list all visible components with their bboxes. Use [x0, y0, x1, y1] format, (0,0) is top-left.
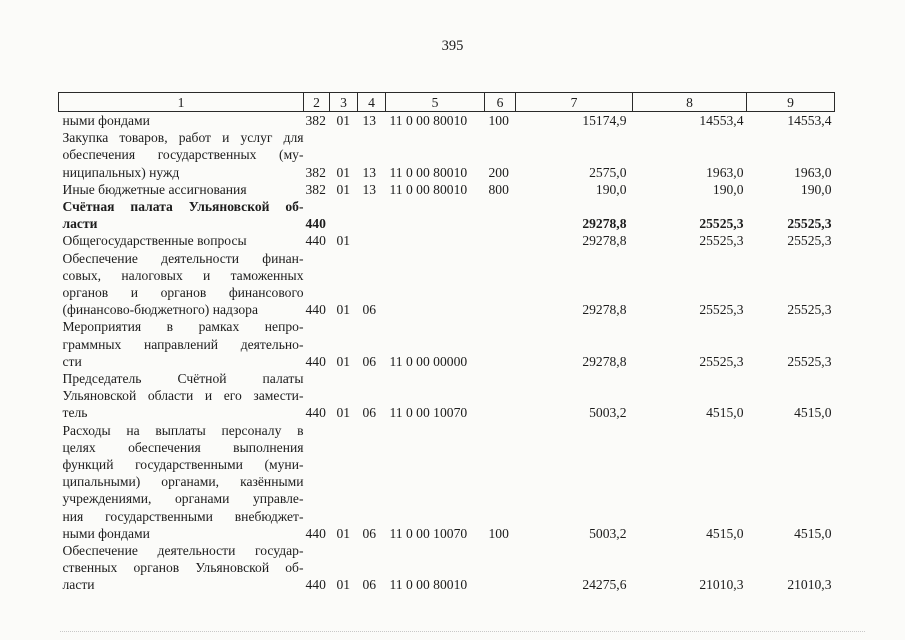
- row-description: [59, 129, 304, 181]
- admin-code: 382: [305, 113, 326, 128]
- description-line: Обеспечение деятельности финан-: [62, 250, 304, 266]
- description-line: сти: [62, 353, 82, 369]
- description-line: Расходы на выплаты персоналу в: [62, 422, 304, 438]
- column-header-4: 4: [358, 93, 386, 112]
- page-number: 395: [441, 38, 464, 54]
- amount-col-8: 190,0: [712, 181, 744, 197]
- row-description: [59, 250, 304, 319]
- admin-code: 440: [305, 525, 326, 541]
- table-row: [59, 422, 835, 542]
- expense-type-code: 200: [488, 164, 509, 180]
- subsection-code: 06: [362, 405, 377, 421]
- subsection-code: 06: [362, 302, 377, 318]
- admin-code: 382: [305, 164, 326, 180]
- expense-type-code: 100: [488, 113, 509, 128]
- section-code: 01: [336, 302, 351, 318]
- amount-col-7: 29278,8: [582, 216, 627, 232]
- amount-col-9: 14553,4: [787, 113, 832, 128]
- amount-col-9: 25525,3: [787, 233, 832, 249]
- description-line: ными фондами: [62, 525, 150, 541]
- row-description: [59, 370, 304, 422]
- table-row: [59, 181, 835, 198]
- admin-code: 440: [305, 353, 326, 369]
- row-description: [59, 318, 304, 370]
- target-article-code: 11 0 00 00000: [389, 353, 468, 369]
- row-description: [59, 198, 304, 232]
- description-line: ласти: [62, 216, 98, 232]
- amount-col-9: 25525,3: [787, 353, 832, 369]
- row-description: [59, 542, 304, 594]
- section-code: 01: [336, 525, 351, 541]
- table-row: [59, 232, 835, 249]
- section-code: [330, 198, 358, 232]
- target-article-code: 11 0 00 80010: [389, 181, 468, 197]
- column-header-9: 9: [747, 93, 835, 112]
- description-line: обеспечения государственных (му-: [62, 147, 304, 163]
- table-row: [59, 112, 835, 130]
- expense-type-code: [485, 250, 516, 319]
- amount-col-8: 4515,0: [706, 525, 744, 541]
- table-row: [59, 198, 835, 232]
- subsection-code: [358, 198, 386, 232]
- section-code: 01: [336, 577, 351, 593]
- admin-code: 440: [305, 302, 326, 318]
- expense-type-code: [485, 232, 516, 249]
- description-line: Общегосударственные вопросы: [62, 233, 247, 249]
- description-line: функций государственными (муни-: [62, 457, 304, 473]
- description-line: Председатель Счётной палаты: [62, 371, 304, 387]
- description-line: ласти: [62, 577, 95, 593]
- section-code: 01: [336, 353, 351, 369]
- column-header-2: 2: [304, 93, 330, 112]
- table-body: [59, 112, 835, 594]
- subsection-code: 13: [362, 113, 377, 128]
- amount-col-7: 15174,9: [582, 113, 627, 128]
- amount-col-8: 25525,3: [699, 233, 744, 249]
- amount-col-7: 24275,6: [582, 577, 627, 593]
- column-header-6: 6: [485, 93, 516, 112]
- amount-col-9: 190,0: [800, 181, 832, 197]
- subsection-code: 13: [362, 181, 377, 197]
- expense-type-code: [485, 318, 516, 370]
- description-line: ниципальных) нужд: [62, 164, 180, 180]
- section-code: 01: [336, 405, 351, 421]
- description-line: (финансово-бюджетного) надзора: [62, 302, 258, 318]
- amount-col-7: 5003,2: [589, 405, 627, 421]
- description-line: ными фондами: [62, 113, 150, 128]
- section-code: 01: [336, 113, 351, 128]
- amount-col-7: 29278,8: [582, 233, 627, 249]
- description-line: Иные бюджетные ассигнования: [62, 181, 247, 197]
- column-header-row: [59, 93, 835, 112]
- row-description: [59, 112, 304, 130]
- expense-type-code: 100: [488, 525, 509, 541]
- column-header-1: 1: [59, 93, 304, 112]
- amount-col-8: 14553,4: [699, 113, 744, 128]
- budget-table: [58, 92, 835, 594]
- amount-col-8: 25525,3: [699, 353, 744, 369]
- target-article-code: [386, 198, 485, 232]
- target-article-code: 11 0 00 10070: [389, 405, 468, 421]
- target-article-code: [386, 250, 485, 319]
- section-code: 01: [336, 164, 351, 180]
- admin-code: 440: [305, 216, 326, 232]
- amount-col-9: 21010,3: [787, 577, 832, 593]
- amount-col-7: 29278,8: [582, 353, 627, 369]
- amount-col-8: 4515,0: [706, 405, 744, 421]
- admin-code: 440: [305, 405, 326, 421]
- description-line: Обеспечение деятельности государ-: [62, 543, 304, 559]
- description-line: Закупка товаров, работ и услуг для: [62, 130, 304, 146]
- admin-code: 440: [305, 233, 326, 249]
- description-line: ственных органов Ульяновской об-: [62, 560, 304, 576]
- row-description: [59, 422, 304, 542]
- description-line: Счётная палата Ульяновской об-: [62, 199, 304, 215]
- row-description: [59, 181, 304, 198]
- amount-col-7: 5003,2: [589, 525, 627, 541]
- row-description: [59, 232, 304, 249]
- amount-col-9: 25525,3: [787, 302, 832, 318]
- section-code: 01: [336, 181, 351, 197]
- table-row: [59, 542, 835, 594]
- expense-type-code: 800: [488, 181, 509, 197]
- description-line: целях обеспечения выполнения: [62, 439, 304, 455]
- amount-col-9: 25525,3: [787, 216, 832, 232]
- description-line: органов и органов финансового: [62, 285, 304, 301]
- target-article-code: 11 0 00 10070: [389, 525, 468, 541]
- admin-code: 440: [305, 577, 326, 593]
- target-article-code: 11 0 00 80010: [389, 577, 468, 593]
- amount-col-9: 4515,0: [794, 405, 832, 421]
- expense-type-code: [485, 542, 516, 594]
- section-code: 01: [336, 233, 351, 249]
- column-header-8: 8: [633, 93, 747, 112]
- subsection-code: 06: [362, 353, 377, 369]
- column-header-7: 7: [516, 93, 633, 112]
- admin-code: 382: [305, 181, 326, 197]
- description-line: Ульяновской области и его замести-: [62, 388, 304, 404]
- target-article-code: [386, 232, 485, 249]
- description-line: ципальными) органами, казёнными: [62, 474, 304, 490]
- target-article-code: 11 0 00 80010: [389, 164, 468, 180]
- expense-type-code: [485, 370, 516, 422]
- subsection-code: 13: [362, 164, 377, 180]
- amount-col-8: 25525,3: [699, 302, 744, 318]
- table-row: [59, 318, 835, 370]
- description-line: Мероприятия в рамках непро-: [62, 319, 304, 335]
- description-line: тель: [62, 405, 88, 421]
- target-article-code: 11 0 00 80010: [389, 113, 468, 128]
- table-row: [59, 370, 835, 422]
- amount-col-9: 4515,0: [794, 525, 832, 541]
- table-row: [59, 250, 835, 319]
- subsection-code: 06: [362, 525, 377, 541]
- table-row: [59, 129, 835, 181]
- amount-col-8: 21010,3: [699, 577, 744, 593]
- description-line: граммных направлений деятельно-: [62, 336, 304, 352]
- amount-col-9: 1963,0: [794, 164, 832, 180]
- subsection-code: [358, 232, 386, 249]
- description-line: совых, налоговых и таможенных: [62, 267, 304, 283]
- description-line: ния государственными внебюджет-: [62, 508, 304, 524]
- amount-col-7: 29278,8: [582, 302, 627, 318]
- amount-col-7: 2575,0: [589, 164, 627, 180]
- amount-col-7: 190,0: [595, 181, 627, 197]
- subsection-code: 06: [362, 577, 377, 593]
- description-line: учреждениями, органами управле-: [62, 491, 304, 507]
- column-header-3: 3: [330, 93, 358, 112]
- expense-type-code: [485, 198, 516, 232]
- amount-col-8: 1963,0: [706, 164, 744, 180]
- amount-col-8: 25525,3: [699, 216, 744, 232]
- scan-edge-divider: [60, 631, 865, 632]
- column-header-5: 5: [386, 93, 485, 112]
